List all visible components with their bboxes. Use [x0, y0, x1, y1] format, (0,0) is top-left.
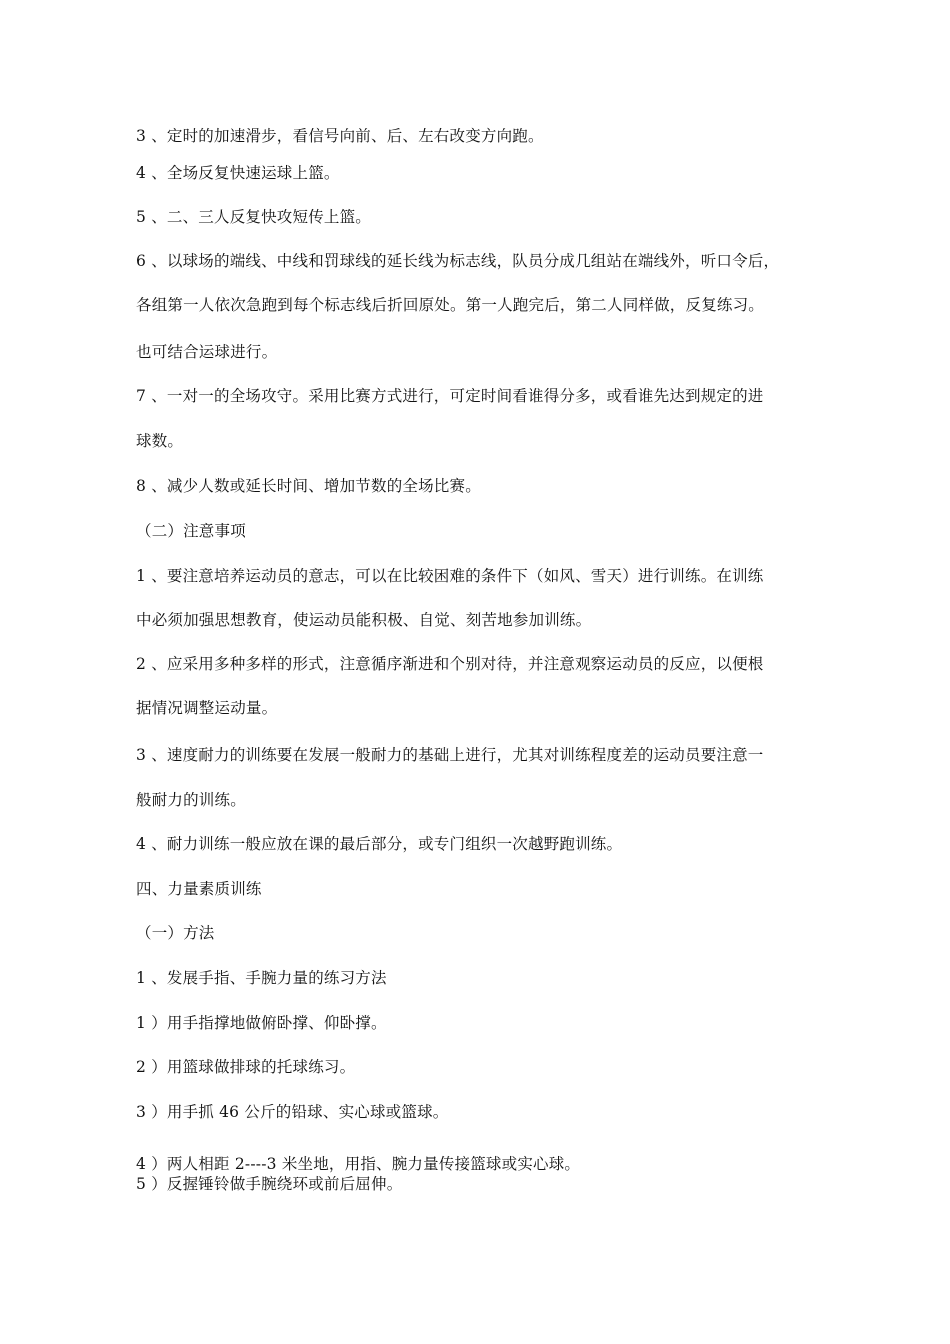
paragraph-line: 2 、应采用多种多样的形式，注意循序渐进和个别对待，并注意观察运动员的反应，以便根 [136, 655, 764, 673]
paragraph-line: 4 、全场反复快速运球上篮。 [136, 164, 340, 182]
paragraph-line: 4 、耐力训练一般应放在课的最后部分，或专门组织一次越野跑训练。 [136, 835, 623, 853]
paragraph-line: 据情况调整运动量。 [136, 699, 278, 717]
list-item: 5 ）反握锤铃做手腕绕环或前后屈伸。 [136, 1175, 403, 1193]
paragraph-line: 6 、以球场的端线、中线和罚球线的延长线为标志线，队员分成几组站在端线外，听口令后， [136, 252, 780, 270]
paragraph-line: 般耐力的训练。 [136, 791, 246, 809]
paragraph-line: 中必须加强思想教育，使运动员能积极、自觉、刻苦地参加训练。 [136, 611, 592, 629]
list-item: 2 ）用篮球做排球的托球练习。 [136, 1058, 356, 1076]
paragraph-line: 5 、二、三人反复快攻短传上篮。 [136, 208, 371, 226]
list-item: 1 ）用手指撑地做俯卧撑、仰卧撑。 [136, 1014, 387, 1032]
paragraph-line: 1 、发展手指、手腕力量的练习方法 [136, 969, 387, 987]
list-item: 4 ）两人相距 2----3 米坐地，用指、腕力量传接篮球或实心球。 [136, 1155, 581, 1173]
section-heading: 四、力量素质训练 [136, 880, 262, 898]
paragraph-line: 8 、减少人数或延长时间、增加节数的全场比赛。 [136, 477, 481, 495]
paragraph-line: 3 、速度耐力的训练要在发展一般耐力的基础上进行，尤其对训练程度差的运动员要注意一 [136, 746, 764, 764]
section-heading: （二）注意事项 [136, 522, 246, 540]
section-heading: （一）方法 [136, 924, 215, 942]
paragraph-line: 球数。 [136, 432, 184, 450]
list-item: 3 ）用手抓 46 公斤的铅球、实心球或篮球。 [136, 1103, 449, 1121]
paragraph-line: 各组第一人依次急跑到每个标志线后折回原处。第一人跑完后，第二人同样做，反复练习。 [136, 296, 765, 314]
paragraph-line: 也可结合运球进行。 [136, 343, 278, 361]
paragraph-line: 1 、要注意培养运动员的意志，可以在比较困难的条件下（如风、雪天）进行训练。在训练 [136, 567, 764, 585]
paragraph-line: 7 、一对一的全场攻守。采用比赛方式进行，可定时间看谁得分多，或看谁先达到规定的进 [136, 387, 764, 405]
paragraph-line: 3 、定时的加速滑步，看信号向前、后、左右改变方向跑。 [136, 127, 544, 145]
